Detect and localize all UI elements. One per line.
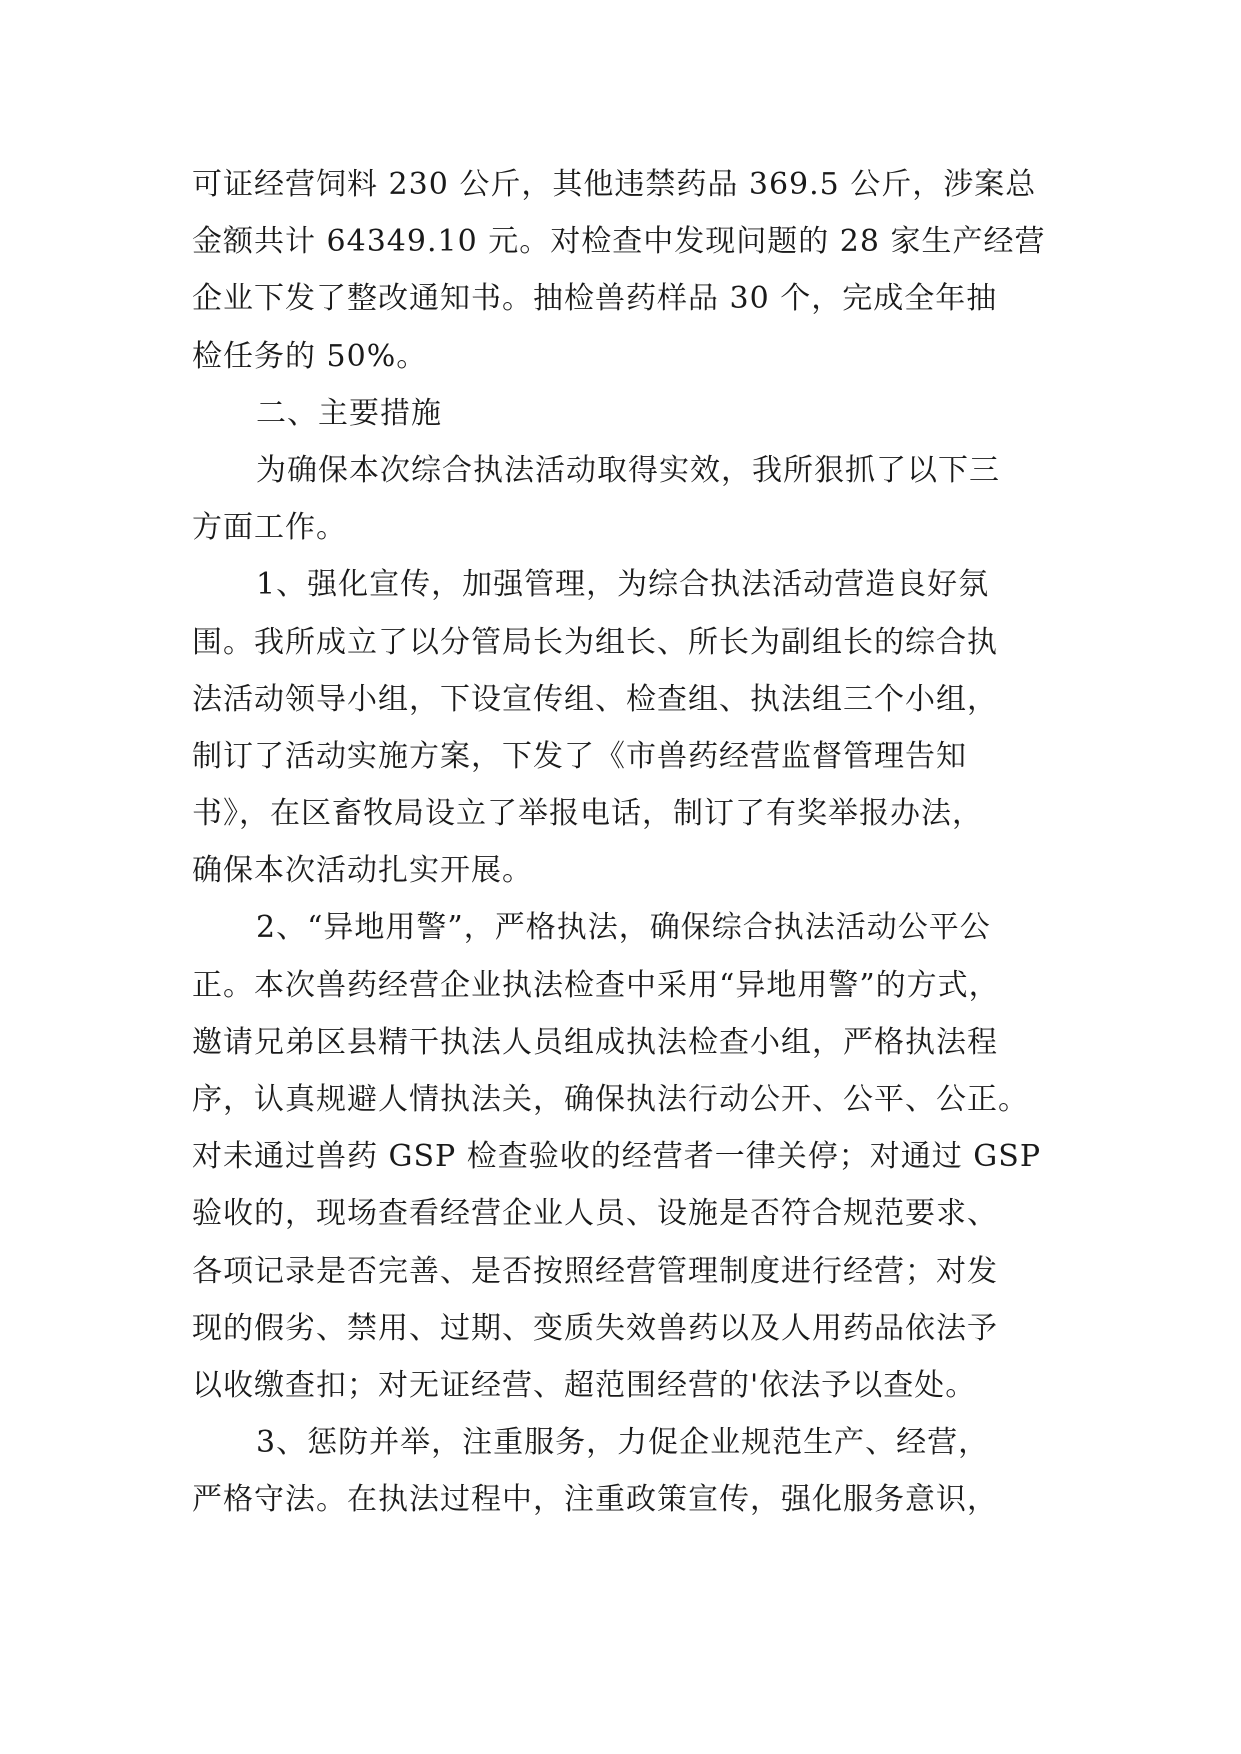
text-line: 企业下发了整改通知书。抽检兽药样品 30 个，完成全年抽 [192, 281, 998, 317]
text-line: 书》，在区畜牧局设立了举报电话，制订了有奖举报办法， [192, 796, 983, 832]
text-line: 各项记录是否完善、是否按照经营管理制度进行经营；对发 [192, 1253, 998, 1289]
text-line: 检任务的 50%。 [192, 338, 428, 374]
text-line: 制订了活动实施方案，下发了《市兽药经营监督管理告知 [192, 738, 967, 774]
text-line: 严格守法。在执法过程中，注重政策宣传，强化服务意识， [192, 1482, 998, 1518]
subsection-heading: 1、强化宣传，加强管理，为综合执法活动营造良好氛 [256, 567, 990, 603]
section-heading: 二、主要措施 [256, 395, 442, 431]
text-line: 法活动领导小组，下设宣传组、检查组、执法组三个小组， [192, 681, 998, 717]
subsection-heading: 2、“异地用警”，严格执法，确保综合执法活动公平公 [256, 910, 991, 946]
text-line: 方面工作。 [192, 510, 347, 546]
text-line: 可证经营饲料 230 公斤，其他违禁药品 369.5 公斤，涉案总 [192, 167, 1037, 202]
text-line: 现的假劣、禁用、过期、变质失效兽药以及人用药品依法予 [192, 1310, 998, 1346]
text-line: 邀请兄弟区县精干执法人员组成执法检查小组，严格执法程 [192, 1024, 998, 1060]
text-line: 对未通过兽药 GSP 检查验收的经营者一律关停；对通过 GSP [192, 1139, 1042, 1175]
text-line: 围。我所成立了以分管局长为组长、所长为副组长的综合执 [192, 624, 998, 660]
text-line: 确保本次活动扎实开展。 [192, 853, 533, 889]
subsection-heading: 3、惩防并举，注重服务，力促企业规范生产、经营， [256, 1425, 990, 1461]
text-line: 验收的，现场查看经营企业人员、设施是否符合规范要求、 [192, 1196, 998, 1232]
text-line: 金额共计 64349.10 元。对检查中发现问题的 28 家生产经营 [192, 224, 1046, 260]
document-body [192, 156, 1072, 1529]
text-line: 正。本次兽药经营企业执法检查中采用“异地用警”的方式， [192, 967, 1000, 1003]
text-line: 为确保本次综合执法活动取得实效，我所狠抓了以下三 [256, 452, 1000, 488]
text-line: 序，认真规避人情执法关，确保执法行动公开、公平、公正。 [192, 1082, 1029, 1117]
text-line: 以收缴查扣；对无证经营、超范围经营的'依法予以查处。 [192, 1367, 977, 1403]
